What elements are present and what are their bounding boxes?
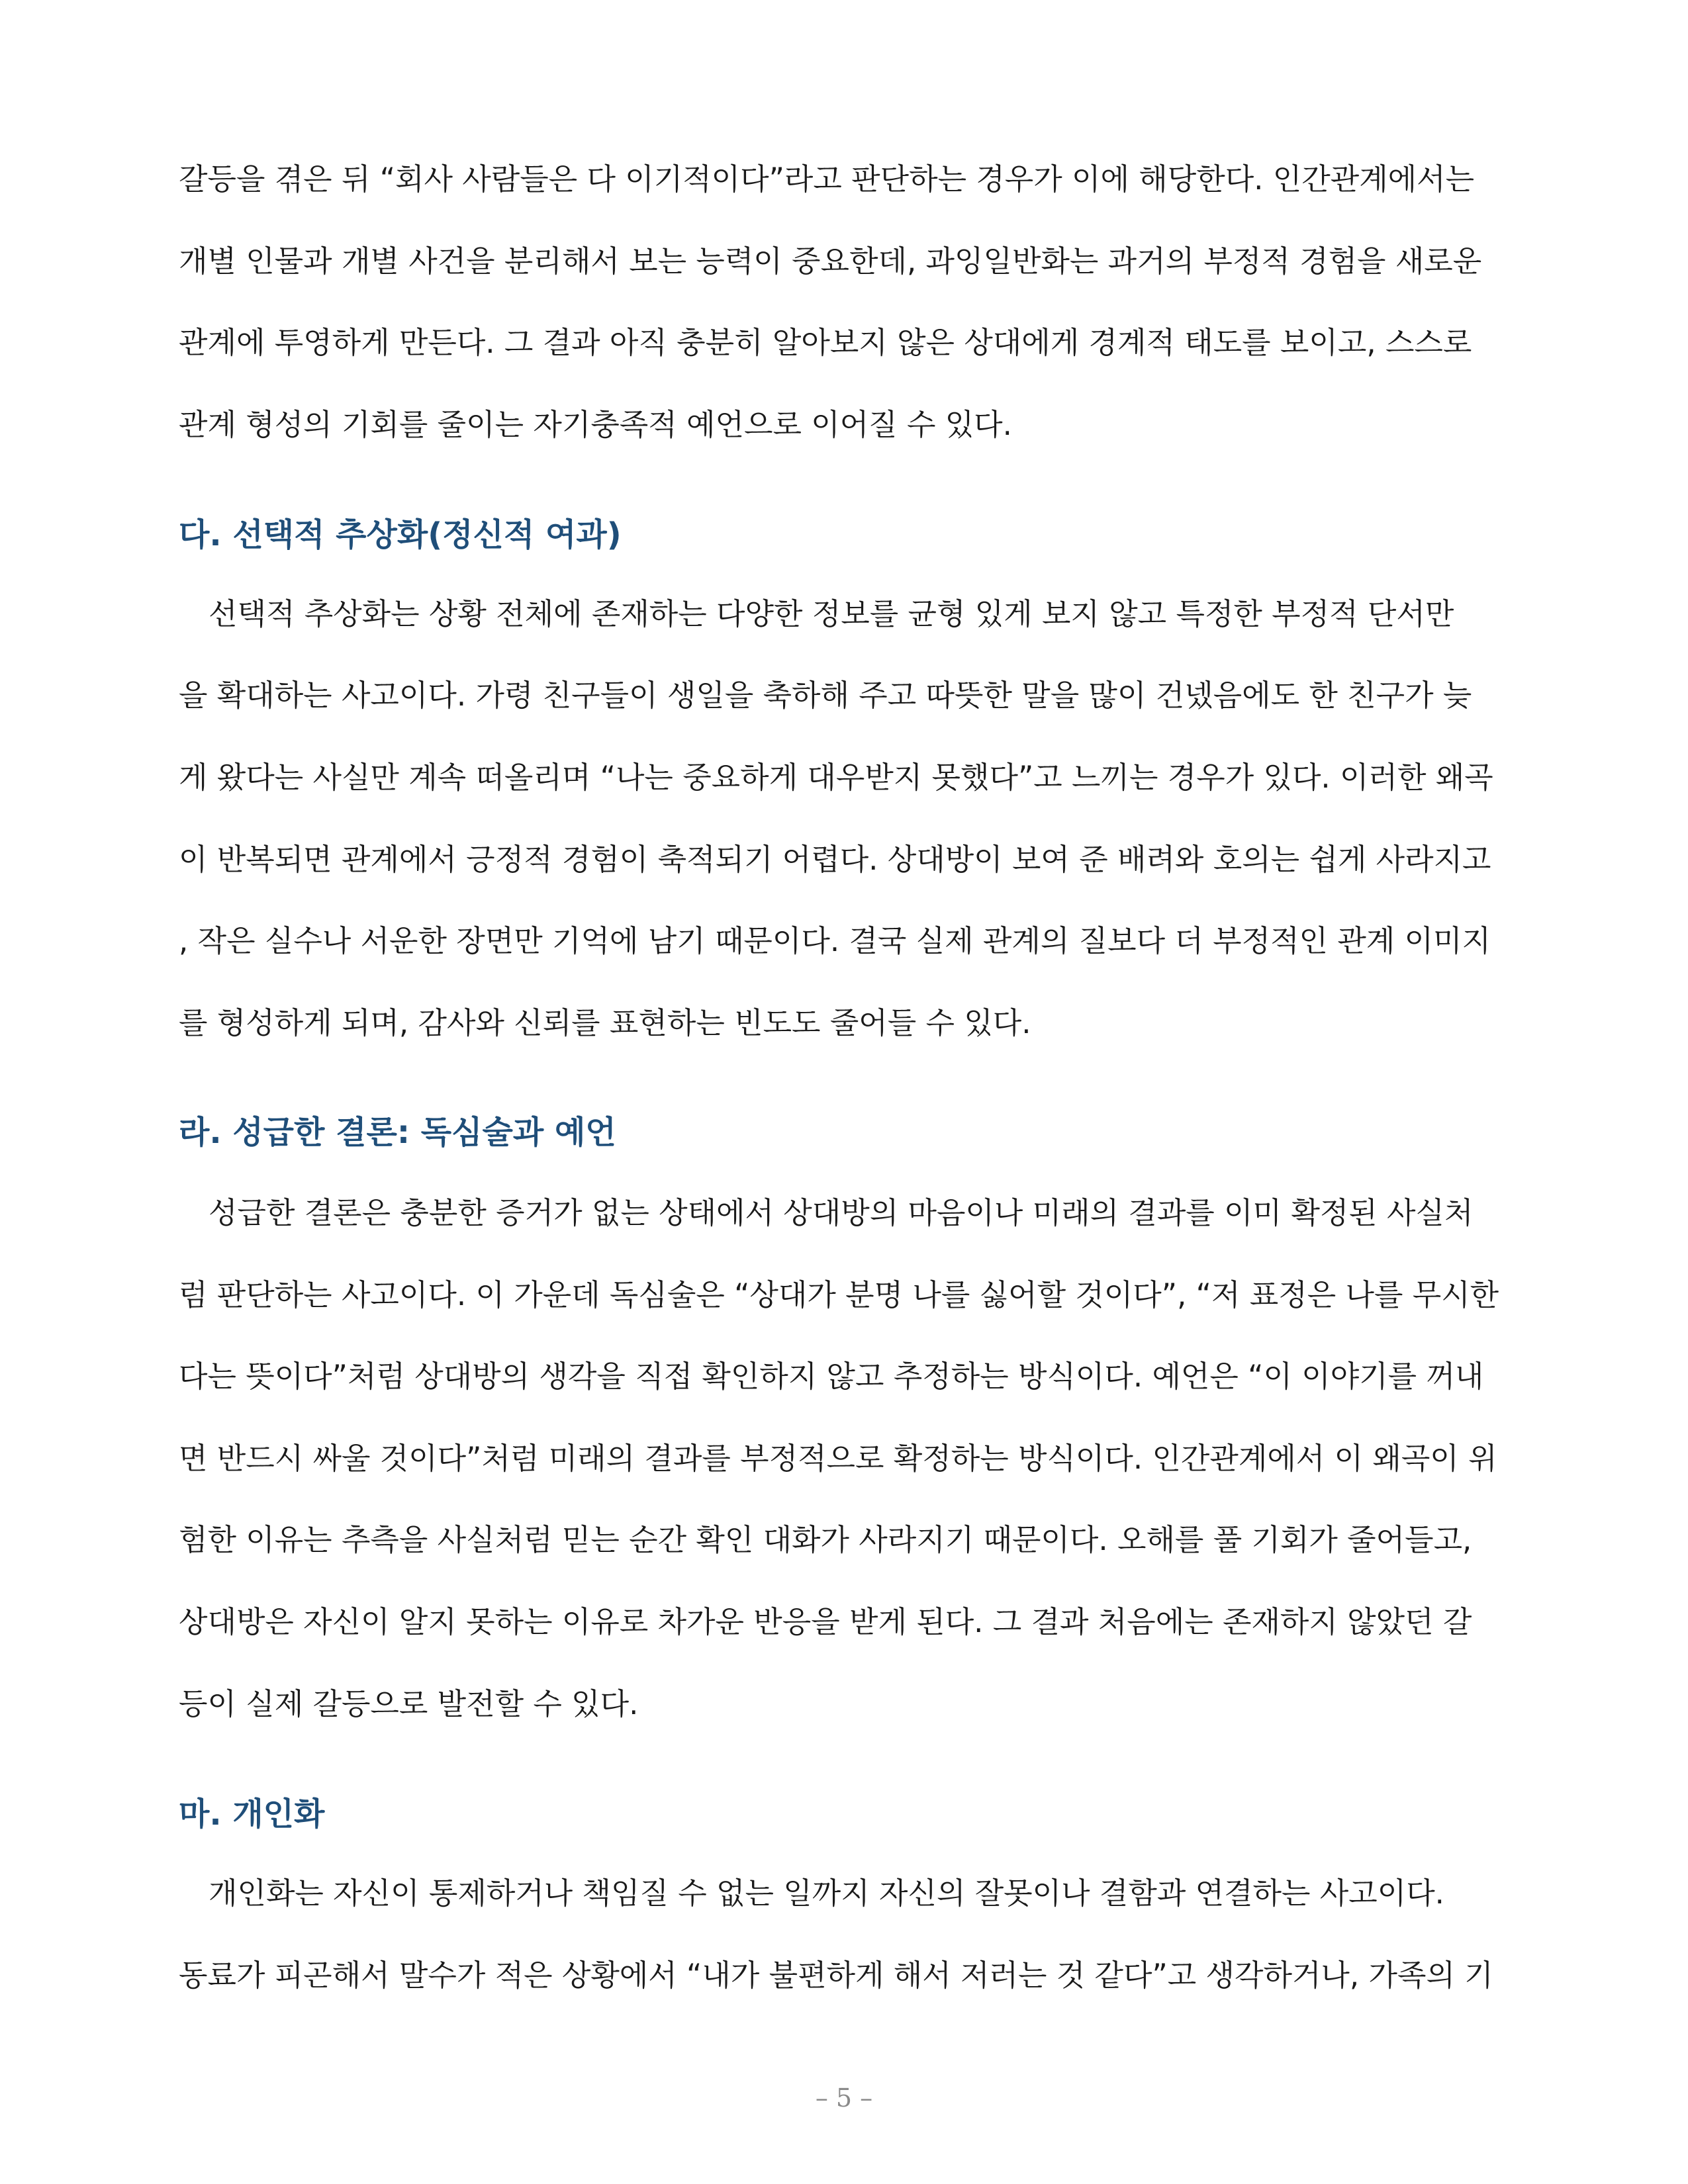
body-text-line: , 작은 실수나 서운한 장면만 기억에 남기 때문이다. 결국 실제 관계의 질보다 더 부정적인 관계 이미지 (179, 923, 1491, 958)
section-heading: 마. 개인화 (179, 1796, 325, 1833)
body-text-line: 갈등을 겪은 뒤 “회사 사람들은 다 이기적이다”라고 판단하는 경우가 이에 해당한다. 인간관계에서는 (179, 161, 1475, 197)
body-text-line: 을 확대하는 사고이다. 가령 친구들이 생일을 축하해 주고 따뜻한 말을 많이 건넸음에도 한 친구가 늦 (179, 678, 1472, 713)
body-text-line: 상대방은 자신이 알지 못하는 이유로 차가운 반응을 받게 된다. 그 결과 처음에는 존재하지 않았던 갈 (179, 1604, 1472, 1639)
body-text-line: 이 반복되면 관계에서 긍정적 경험이 축적되기 어렵다. 상대방이 보여 준 배려와 호의는 쉽게 사라지고 (179, 842, 1491, 877)
body-text-line: 성급한 결론은 충분한 증거가 없는 상태에서 상대방의 마음이나 미래의 결과를 이미 확정된 사실처 (179, 1195, 1474, 1230)
body-text-line: 관계 형성의 기회를 줄이는 자기충족적 예언으로 이어질 수 있다. (179, 407, 1012, 442)
page-number: – 5 – (815, 2083, 873, 2113)
body-text-line: 선택적 추상화는 상황 전체에 존재하는 다양한 정보를 균형 있게 보지 않고 특정한 부정적 단서만 (179, 596, 1454, 631)
section-heading: 다. 선택적 추상화(정신적 여과) (179, 516, 622, 553)
body-text-line: 험한 이유는 추측을 사실처럼 믿는 순간 확인 대화가 사라지기 때문이다. 오해를 풀 기회가 줄어들고, (179, 1522, 1472, 1557)
section-heading: 라. 성급한 결론: 독심술과 예언 (179, 1114, 616, 1151)
body-text-line: 럼 판단하는 사고이다. 이 가운데 독심술은 “상대가 분명 나를 싫어할 것이다”, “저 표정은 나를 무시한 (179, 1277, 1499, 1312)
body-text-line: 등이 실제 갈등으로 발전할 수 있다. (179, 1686, 639, 1721)
body-text-line: 관계에 투영하게 만든다. 그 결과 아직 충분히 알아보지 않은 상대에게 경계적 태도를 보이고, 스스로 (179, 325, 1472, 360)
body-text-line: 동료가 피곤해서 말수가 적은 상황에서 “내가 불편하게 해서 저러는 것 같다”고 생각하거나, 가족의 기 (179, 1958, 1493, 1993)
body-text-line: 다는 뜻이다”처럼 상대방의 생각을 직접 확인하지 않고 추정하는 방식이다. 예언은 “이 이야기를 꺼내 (179, 1359, 1484, 1394)
body-text-line: 게 왔다는 사실만 계속 떠올리며 “나는 중요하게 대우받지 못했다”고 느끼는 경우가 있다. 이러한 왜곡 (179, 760, 1493, 795)
body-text-line: 개인화는 자신이 통제하거나 책임질 수 없는 일까지 자신의 잘못이나 결함과 연결하는 사고이다. (179, 1876, 1444, 1911)
body-text-line: 를 형성하게 되며, 감사와 신뢰를 표현하는 빈도도 줄어들 수 있다. (179, 1005, 1031, 1040)
body-text-line: 면 반드시 싸울 것이다”처럼 미래의 결과를 부정적으로 확정하는 방식이다. 인간관계에서 이 왜곡이 위 (179, 1441, 1497, 1476)
body-text-line: 개별 인물과 개별 사건을 분리해서 보는 능력이 중요한데, 과잉일반화는 과거의 부정적 경험을 새로운 (179, 244, 1482, 279)
